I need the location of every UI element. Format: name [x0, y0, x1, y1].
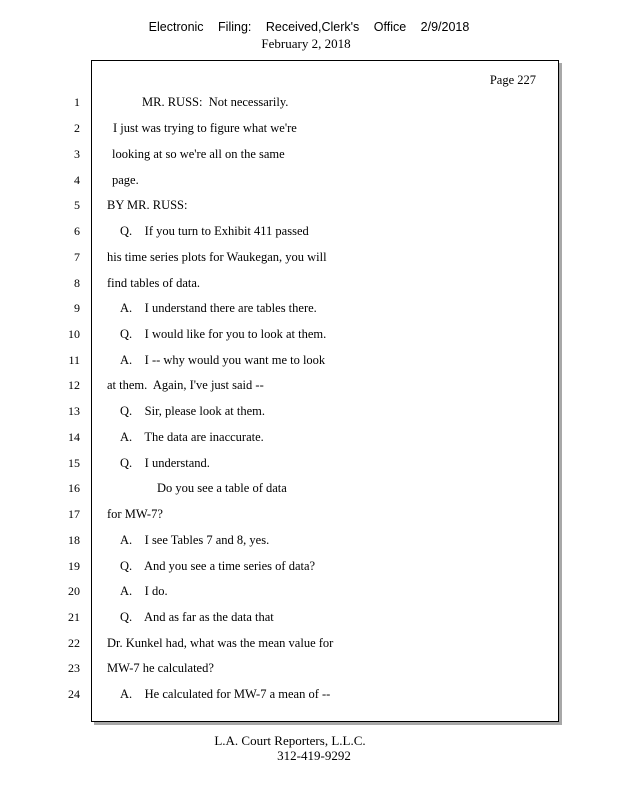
line-number: 5	[74, 198, 80, 212]
transcript-line: A. I -- why would you want me to look	[120, 353, 326, 367]
line-number: 14	[68, 430, 80, 444]
page-number: Page 227	[489, 73, 536, 87]
transcript-line: looking at so we're all on the same	[112, 147, 285, 161]
line-number: 4	[74, 173, 80, 187]
transcript-line: MR. RUSS: Not necessarily.	[142, 95, 289, 109]
filing-word: Filing:	[218, 20, 252, 34]
line-number: 16	[68, 481, 80, 495]
line-number: 8	[74, 276, 80, 290]
transcript-line: at them. Again, I've just said --	[107, 378, 264, 392]
line-number: 17	[68, 507, 80, 521]
transcript-line: I just was trying to figure what we're	[113, 121, 297, 135]
filing-word: 2/9/2018	[420, 20, 470, 34]
transcript-line: Q. Sir, please look at them.	[120, 404, 265, 418]
transcript-line: A. I understand there are tables there.	[120, 301, 317, 315]
line-number: 21	[68, 610, 80, 624]
line-number-column	[0, 0, 90, 800]
transcript-line: page.	[112, 173, 139, 187]
transcript-line: Q. I would like for you to look at them.	[120, 327, 327, 341]
transcript-line: A. The data are inaccurate.	[120, 430, 264, 444]
transcript-line: MW-7 he calculated?	[107, 661, 214, 675]
filing-stamp	[0, 20, 618, 34]
line-number: 22	[68, 636, 80, 650]
transcript-date: February 2, 2018	[261, 36, 351, 51]
filing-word: Office	[373, 20, 407, 34]
line-number: 3	[74, 147, 80, 161]
transcript-line: Q. I understand.	[120, 456, 210, 470]
line-number: 20	[68, 584, 80, 598]
line-number: 2	[74, 121, 80, 135]
transcript-line: his time series plots for Waukegan, you will	[107, 250, 327, 264]
line-number: 7	[74, 250, 80, 264]
line-number: 19	[68, 559, 80, 573]
reporter-company: L.A. Court Reporters, L.L.C.	[214, 733, 366, 748]
line-number: 6	[74, 224, 80, 238]
transcript-line: A. I see Tables 7 and 8, yes.	[120, 533, 270, 547]
line-number: 9	[74, 301, 80, 315]
line-number: 10	[68, 327, 80, 341]
transcript-line: A. I do.	[120, 584, 168, 598]
reporter-phone: 312-419-9292	[277, 748, 351, 763]
transcript-line: Q. And you see a time series of data?	[120, 559, 316, 573]
filing-word: Electronic	[148, 20, 204, 34]
filing-word: Received,Clerk's	[265, 20, 360, 34]
line-number: 23	[68, 661, 80, 675]
transcript-line: Q. If you turn to Exhibit 411 passed	[120, 224, 309, 238]
transcript-line: Do you see a table of data	[157, 481, 287, 495]
line-number: 15	[68, 456, 80, 470]
transcript-line: for MW-7?	[107, 507, 163, 521]
transcript-line: A. He calculated for MW-7 a mean of --	[120, 687, 331, 701]
transcript-line: Dr. Kunkel had, what was the mean value for	[107, 636, 334, 650]
line-number: 12	[68, 378, 80, 392]
transcript-line: Q. And as far as the data that	[120, 610, 274, 624]
line-number: 1	[74, 95, 80, 109]
line-number: 11	[68, 353, 80, 367]
transcript-line: BY MR. RUSS:	[107, 198, 188, 212]
line-number: 24	[68, 687, 80, 701]
line-number: 18	[68, 533, 80, 547]
transcript-line: find tables of data.	[107, 276, 201, 290]
line-number: 13	[68, 404, 80, 418]
